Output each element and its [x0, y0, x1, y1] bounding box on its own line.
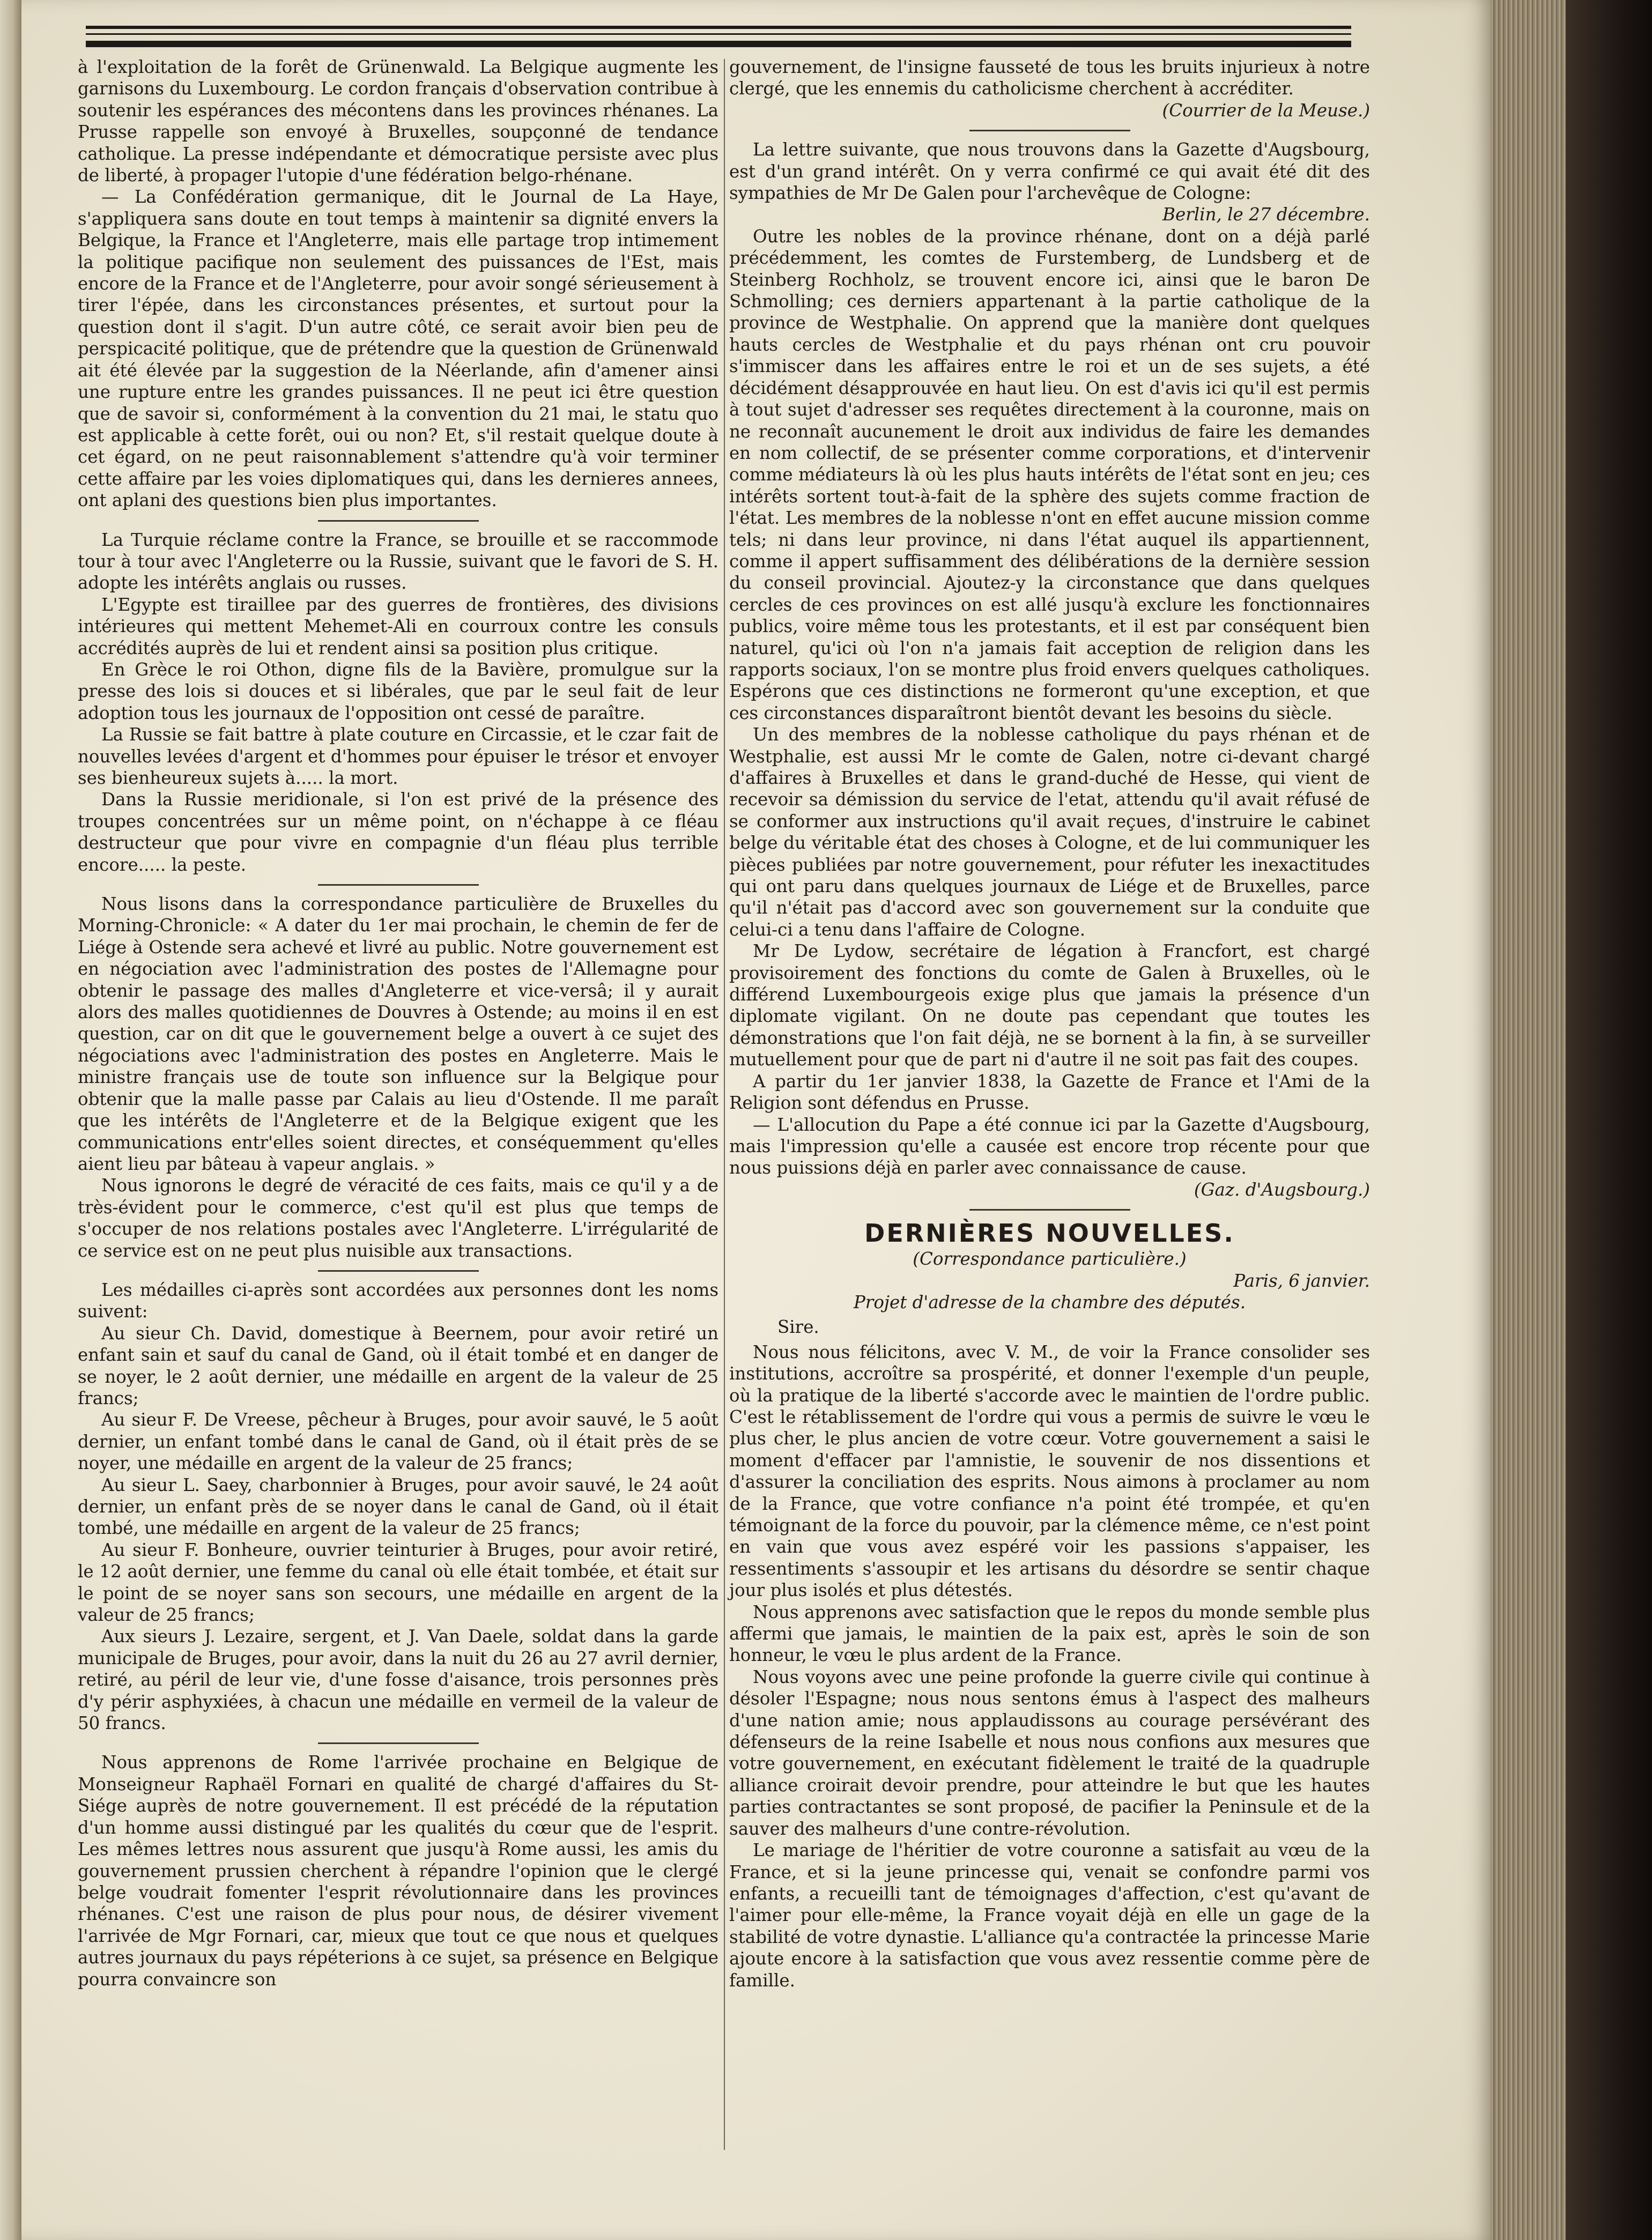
article-paragraph: Nous ignorons le degré de véracité de ces faits, mais ce qu'il y a de très-évident pour le commerce, c'est qu'il est plus que temps de s'occuper de nos relations postales avec l'Angleterre. L'irrégularité de ce service est on ne peut plus nuisible aux transactions.: [78, 1175, 718, 1261]
salutation: Sire.: [777, 1317, 819, 1338]
section-separator: [318, 520, 479, 522]
header-thin-rule: [86, 33, 1351, 35]
article-paragraph: Nous apprenons de Rome l'arrivée prochaine en Belgique de Monseigneur Raphaël Fornari en qualité de chargé d'affaires du St-Siége auprès de notre gouvernement. Il est précédé de la réputation d'un homme aussi distingué par les qualités du cœur que de l'esprit. Les mêmes lettres nous assurent que jusqu'à Rome aussi, les amis du gouvernement prussien cherchent à répandre l'opinion que le clergé belge voudrait fomenter l'esprit révolutionnaire dans les provinces rhénanes. C'est une raison de plus pour nous, de désirer vivement l'arrivée de Mgr Fornari, car, mieux que tout ce que nous et quelques autres journaux du pays répéterions à ce sujet, sa présence en Belgique pourra convaincre son: [78, 1752, 718, 1990]
section-separator: [969, 1209, 1130, 1211]
article-paragraph: La Russie se fait battre à plate couture en Circassie, et le czar fait de nouvelles levées d'argent et d'hommes pour épuiser le trésor et envoyer ses bienheureux sujets à..... la mort.: [78, 724, 718, 788]
section-separator: [318, 1270, 479, 1272]
article-paragraph: Au sieur F. Bonheure, ouvrier teinturier à Bruges, pour avoir retiré, le 12 août dernier, une femme du canal où elle était tombée, et était sur le point de se noyer sans son secours, une médaille en argent de la valeur de 25 francs;: [78, 1539, 718, 1626]
centered-subheading: (Correspondance particulière.): [913, 1249, 1187, 1270]
book-left-edge: [0, 0, 21, 2240]
article-paragraph: En Grèce le roi Othon, digne fils de la Bavière, promulgue sur la presse des lois si douces et si libérales, que par le seul fait de leur adoption tous les journaux de l'opposition ont cessé de paraître.: [78, 659, 718, 723]
article-paragraph: à l'exploitation de la forêt de Grünenwald. La Belgique augmente les garnisons du Luxembourg. Le cordon français d'observation contribue à soutenir les espérances des mécontens dans les provinces rhénanes. La Prusse rappelle son envoyé à Bruxelles, soupçonné de tendance catholique. La presse indépendante et démocratique persiste avec plus de liberté, à propager l'utopie d'une fédération belgo-rhénane.: [78, 57, 718, 186]
article-paragraph: La Turquie réclame contre la France, se brouille et se raccommode tour à tour avec l'Angleterre ou la Russie, suivant que le favori de S. H. adopte les intérêts anglais ou russes.: [78, 529, 718, 594]
article-paragraph: L'Egypte est tiraillee par des guerres de frontières, des divisions intérieures qui mettent Mehemet-Ali en courroux contre les consuls accrédités auprès de lui et rendent ainsi sa position plus critique.: [78, 594, 718, 658]
article-paragraph: Nous nous félicitons, avec V. M., de voir la France consolider ses institutions, accroître sa prospérité, et donner l'exemple d'un peuple, où la pratique de la liberté s'accorde avec le maintien de l'ordre public. C'est le rétablissement de l'ordre qui vous a permis de suivre le vœu le plus cher, le plus ancien de votre cœur. Votre gouvernement a saisi le moment d'effacer par l'amnistie, le souvenir de nos dissentions et d'assurer la conciliation des esprits. Nous aimons à proclamer au nom de la France, que votre confiance n'a point été trompée, et qu'en témoignant de la force du pouvoir, par la clémence même, ce n'est point en vain que vous avez espéré voir les passions s'appaiser, les ressentiments s'assoupir et les artisans du désordre se sentir chaque jour plus isolés et plus détestés.: [729, 1341, 1370, 1601]
article-paragraph: Au sieur Ch. David, domestique à Beernem, pour avoir retiré un enfant sain et sauf du canal de Gand, où il était tombé et en danger de se noyer, le 2 août dernier, une médaille en argent de la valeur de 25 francs;: [78, 1323, 718, 1408]
article-paragraph: Dans la Russie meridionale, si l'on est privé de la présence des troupes concentrées sur un même point, on n'échappe à ce fléau destructeur que pour vivre en compagnie d'un fléau plus terrible encore..... la peste.: [78, 789, 718, 875]
section-separator: [969, 130, 1130, 131]
right-column: [729, 56, 1370, 1991]
article-paragraph: Mr De Lydow, secrétaire de légation à Francfort, est chargé provisoirement des fonctions du comte de Galen à Bruxelles, où le différend Luxembourgeois exige plus que jamais la présence d'un diplomate vigilant. On ne doute pas cependant que toutes les démonstrations que l'on fait déjà, ne se bornent à la fin, à se surveiller mutuellement pour que de part ni d'autre il ne soit pas fait des coupes.: [729, 941, 1370, 1070]
header-double-rule: [86, 26, 1351, 47]
left-column: [78, 56, 718, 1990]
article-paragraph: Au sieur L. Saey, charbonnier à Bruges, pour avoir sauvé, le 24 août dernier, un enfant près de se noyer dans le canal de Gand, où il était tombé, une médaille en argent de la valeur de 25 francs;: [78, 1474, 718, 1539]
section-separator: [318, 1742, 479, 1744]
source-attribution: Paris, 6 janvier.: [1233, 1270, 1370, 1291]
article-paragraph: Un des membres de la noblesse catholique du pays rhénan et de Westphalie, est aussi Mr le comte de Galen, notre ci-devant chargé d'affaires à Bruxelles et dans le grand-duché de Hesse, qui vient de recevoir sa démission du service de l'etat, attendu qu'il avait réfusé de se conformer aux instructions qu'il avait reçues, d'instruire le cabinet belge du véritable état des choses à Cologne, et de lui communiquer les pièces publiées par notre gouvernement, pour réfuter les inexactitudes qui ont paru dans quelques journaux de Liége et de Bruxelles, parce qu'il n'était pas d'accord avec son gouvernement sur la conduite que celui-ci a tenu dans l'affaire de Cologne.: [729, 724, 1370, 940]
article-paragraph: Au sieur F. De Vreese, pêcheur à Bruges, pour avoir sauvé, le 5 août dernier, un enfant tombé dans le canal de Gand, où il était près de se noyer, une médaille en argent de la valeur de 25 francs;: [78, 1410, 718, 1474]
article-paragraph: Nous lisons dans la correspondance particulière de Bruxelles du Morning-Chronicle: « A dater du 1er mai prochain, le chemin de fer de Liége à Ostende sera achevé et livré au public. Notre gouvernement est en négociation avec l'administration des postes de l'Allemagne pour obtenir le passage des malles d'Angleterre et vice-versâ; il y aurait alors des malles quotidiennes de Douvres à Ostende; au moins il en est question, car on dit que le gouvernement belge a ouvert à ce sujet des négociations avec l'administration des postes en Angleterre. Mais le ministre français use de toute son influence sur la Belgique pour obtenir que la malle passe par Calais au lieu d'Ostende. Il me paraît que les intérêts de l'Angleterre et de la Belgique exigent que les communications entr'elles soient directes, et conséquemment qu'elles aient lieu par bâteau à vapeur anglais. »: [78, 894, 718, 1174]
article-paragraph: Nous apprenons avec satisfaction que le repos du monde semble plus affermi que jamais, le maintien de la paix est, après le soin de son honneur, le vœu le plus ardent de la France.: [729, 1601, 1370, 1666]
article-paragraph: Aux sieurs J. Lezaire, sergent, et J. Van Daele, soldat dans la garde municipale de Bruges, pour avoir, dans la nuit du 26 au 27 avril dernier, retiré, au péril de leur vie, d'une fosse d'aisance, trois personnes près d'y périr asphyxiées, à chacun une médaille en vermeil de la valeur de 50 francs.: [78, 1626, 718, 1734]
column-divider: [724, 59, 725, 2150]
article-paragraph: A partir du 1er janvier 1838, la Gazette de France et l'Ami de la Religion sont défendus en Prusse.: [729, 1071, 1370, 1114]
article-paragraph: — L'allocution du Pape a été connue ici par la Gazette d'Augsbourg, mais l'impression qu'elle a causée est encore trop récente pour que nous puissions déjà en parler avec connaissance de cause.: [729, 1114, 1370, 1178]
source-attribution: Berlin, le 27 décembre.: [1162, 204, 1370, 225]
article-paragraph: gouvernement, de l'insigne fausseté de tous les bruits injurieux à notre clergé, que les ennemis du catholicisme cherchent à accréditer.: [729, 57, 1370, 99]
book-cover-edge: [1566, 0, 1652, 2240]
centered-subheading: Projet d'adresse de la chambre des députés.: [853, 1292, 1246, 1312]
source-attribution: (Gaz. d'Augsbourg.): [1194, 1179, 1370, 1200]
article-paragraph: Les médailles ci-après sont accordées aux personnes dont les noms suivent:: [78, 1279, 718, 1322]
section-headline: DERNIÈRES NOUVELLES.: [864, 1219, 1235, 1248]
article-paragraph: Nous voyons avec une peine profonde la guerre civile qui continue à désoler l'Espagne; nous nous sentons émus à l'aspect des malheurs d'une nation amie; nous applaudissons au courage persévérant des défenseurs de la reine Isabelle et nous nous confions aux mesures que votre gouvernement, en exécutant fidèlement le traité de la quadruple alliance croirait devoir prendre, pour atteindre le but que les hautes parties contractantes se sont proposé, de pacifier la Peninsule et de la sauver des malheurs d'une contre-révolution.: [729, 1666, 1370, 1839]
article-paragraph: — La Confédération germanique, dit le Journal de La Haye, s'appliquera sans doute en tout temps à maintenir sa dignité envers la Belgique, la France et l'Angleterre, mais elle partage trop intimement la politique pacifique non seulement des puissances de l'Est, mais encore de la France et de l'Angleterre, pour avoir songé sérieusement à tirer l'épée, dans les circonstances présentes, et surtout pour la question dont il s'agit. D'un autre côté, ce serait avoir bien peu de perspicacité politique, que de prétendre que la question de Grünenwald ait été élevée par la suggestion de la Néerlande, afin d'amener ainsi une rupture entre les grandes puissances. Il ne peut ici être question que de savoir si, conformément à la convention du 21 mai, le statu quo est applicable à cette forêt, oui ou non? Et, s'il restait quelque doute à cet égard, on ne peut raisonnablement s'attendre qu'à voir terminer cette affaire par les voies diplomatiques qui, dans les dernieres annees, ont aplani des questions bien plus importantes.: [78, 187, 718, 511]
section-separator: [318, 884, 479, 886]
article-paragraph: Le mariage de l'héritier de votre couronne a satisfait au vœu de la France, et si la jeune princesse qui, venait se confondre parmi vos enfants, a recueilli tant de témoignages d'affection, c'est qu'avant de l'aimer pour elle-même, la France voyait déjà en elle un gage de la stabilité de votre dynastie. L'alliance qu'a contractée la princesse Marie ajoute encore à la satisfaction que vous avez ressentie comme père de famille.: [729, 1840, 1370, 1991]
article-paragraph: La lettre suivante, que nous trouvons dans la Gazette d'Augsbourg, est d'un grand intérêt. On y verra confirmé ce qui avait été dit des sympathies de Mr De Galen pour l'archevêque de Cologne:: [729, 139, 1370, 204]
source-attribution: (Courrier de la Meuse.): [1162, 100, 1370, 121]
article-paragraph: Outre les nobles de la province rhénane, dont on a déjà parlé précédemment, les comtes de Furstemberg, de Lundsberg et de Steinberg Rochholz, se trouvent encore ici, ainsi que le baron De Schmolling; ces derniers appartenant à la partie catholique de la province de Westphalie. On apprend que la manière dont quelques hauts cercles de Westphalie et du pays rhénan ont cru pouvoir s'immiscer dans les affaires entre le roi et un de ses sujets, a été décidément désapprouvée en haut lieu. On est d'avis ici qu'il est permis à tout sujet d'adresser ses requêtes directement à la couronne, mais on ne reconnaît aucunement le droit aux individus de faire les demandes en nom collectif, de se présenter comme corporations, et d'intervenir comme médiateurs là où les plus hauts intérêts de l'état sont en jeu; ces intérêts sortent tout-à-fait de la sphère des sujets comme fraction de l'état. Les membres de la noblesse n'ont en effet aucune mission comme tels; ni dans leur province, ni dans l'état auquel ils appartiennent, comme il appert suffisamment des délibérations de la dernière session du conseil provincial. Ajoutez-y la circonstance que dans quelques cercles de ces provinces on est allé jusqu'à exclure les fonctionnaires publics, voire même tous les protestants, et il est par conséquent bien naturel, qu'ici où l'on n'a jamais fait acception de religion dans les rapports sociaux, l'on se montre plus froid envers quelques catholiques. Espérons que ces distinctions ne formeront qu'une exception, et que ces circonstances disparaîtront bientôt devant les besoins du siècle.: [729, 226, 1370, 723]
